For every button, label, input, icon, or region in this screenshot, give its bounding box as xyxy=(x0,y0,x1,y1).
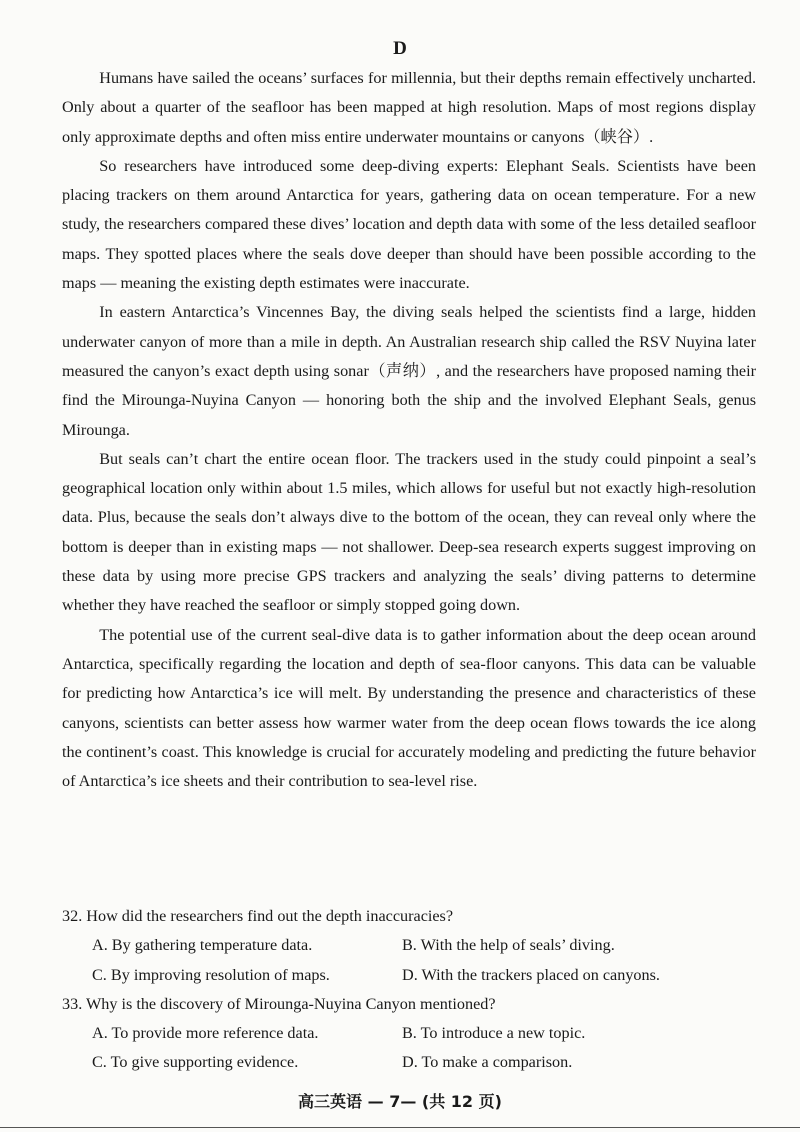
option-c: C. By improving resolution of maps. xyxy=(92,965,330,984)
paragraph-5: The potential use of the current seal-dive data is to gather information about the deep ocean around Antarctica, specifically regarding the location and depth of sea-floor canyons. This data can be valuable for predicting how Antarctica’s ice will melt. By understanding the presence and characteristics of these canyons, scientists can better assess how warmer water from the deep ocean flows towards the ice along the continent’s coast. This knowledge is crucial for accurately modeling and predicting the future behavior of Antarctica’s ice sheets and their contribution to sea-level rise. xyxy=(62,625,756,791)
question-32 xyxy=(62,902,756,990)
paragraph-2: So researchers have introduced some deep-diving experts: Elephant Seals. Scientists have been placing trackers on them around Antarctica for years, gathering data on ocean temperature. For a new study, the researchers compared these dives’ location and depth data with some of the less detailed seafloor maps. They spotted places where the seals dove deeper than should have been possible according to the maps — meaning the existing depth estimates were inaccurate. xyxy=(62,156,756,293)
question-list xyxy=(62,902,756,1078)
question-stem: 32. How did the researchers find out the depth inaccuracies? xyxy=(62,907,454,925)
option-a: A. By gathering temperature data. xyxy=(92,936,313,955)
option-b: B. With the help of seals’ diving. xyxy=(402,936,615,955)
option-a: A. To provide more reference data. xyxy=(92,1024,319,1043)
option-b: B. To introduce a new topic. xyxy=(402,1024,586,1043)
option-grid xyxy=(62,931,756,990)
section-heading: D xyxy=(393,38,407,59)
paragraph-3: In eastern Antarctica’s Vincennes Bay, the diving seals helped the scientists find a large, hidden underwater canyon of more than a mile in depth. An Australian research ship called the RSV Nuyina later measured the canyon’s exact depth using sonar（声纳）, and the researchers have proposed naming their find the Mirounga-Nuyina Canyon — honoring both the ship and the involved Elephant Seals, genus Mirounga. xyxy=(62,303,756,439)
option-c: C. To give supporting evidence. xyxy=(92,1053,299,1072)
option-d: D. With the trackers placed on canyons. xyxy=(402,965,660,984)
question-33 xyxy=(62,990,756,1078)
paragraph-1: Humans have sailed the oceans’ surfaces for millennia, but their depths remain effectively uncharted. Only about a quarter of the seafloor has been mapped at high resolution. Maps of most regions display only approximate depths and often miss entire underwater mountains or canyons（峡谷）. xyxy=(62,69,756,146)
option-d: D. To make a comparison. xyxy=(402,1053,573,1072)
question-stem: 33. Why is the discovery of Mirounga-Nuyina Canyon mentioned? xyxy=(62,994,496,1013)
option-grid xyxy=(62,1019,756,1078)
bottom-rule xyxy=(0,1127,800,1128)
paragraph-4: But seals can’t chart the entire ocean floor. The trackers used in the study could pinpoint a seal’s geographical location only within about 1.5 miles, which allows for useful but not exactly high-resolution data. Plus, because the seals don’t always dive to the bottom of the ocean, they can reveal only where the bottom is deeper than in existing maps — not shallower. Deep-sea research experts suggest improving on these data by using more precise GPS trackers and analyzing the seals’ diving patterns to determine whether they have reached the seafloor or simply stopped going down. xyxy=(62,449,756,615)
page-footer: 高三英语 — 7— (共 12 页) xyxy=(298,1092,502,1111)
reading-passage xyxy=(62,64,756,796)
